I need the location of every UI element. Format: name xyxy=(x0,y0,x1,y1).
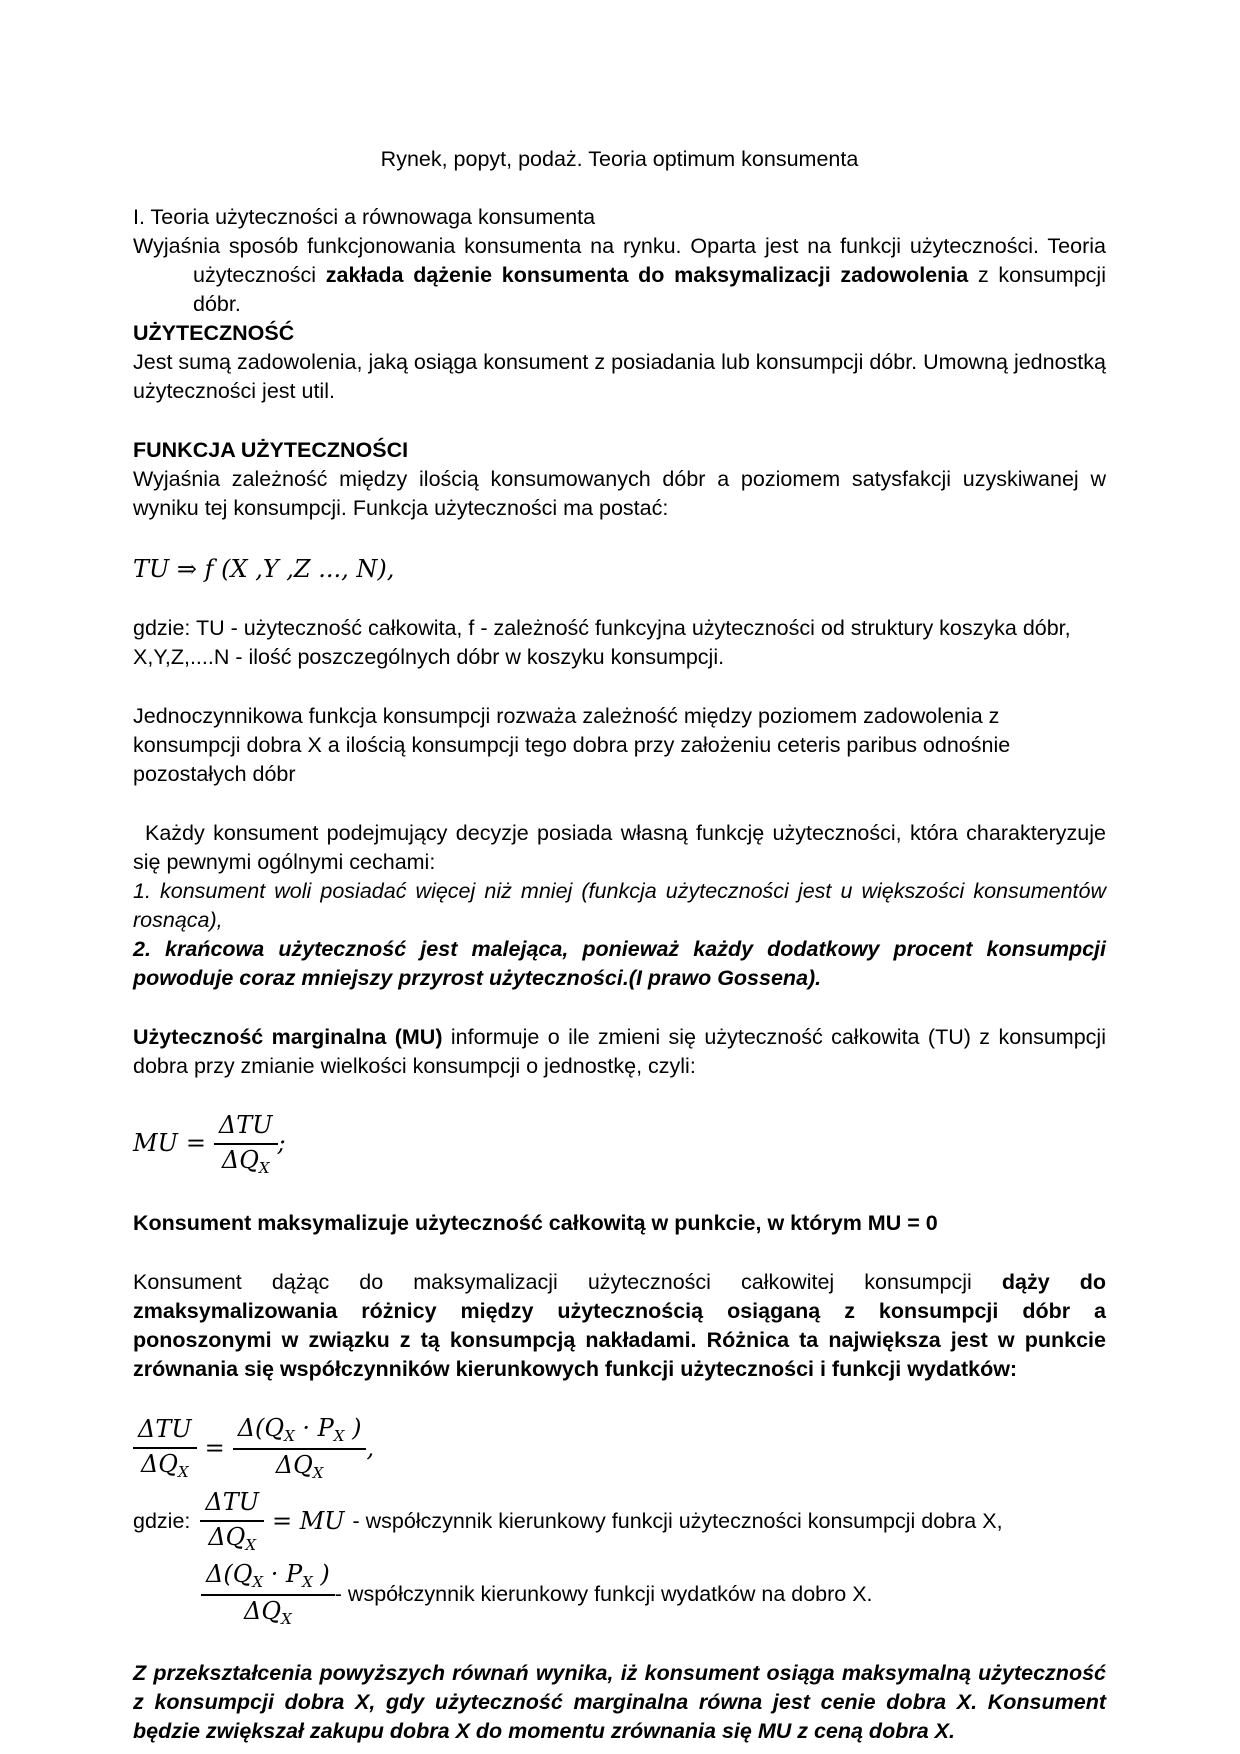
marginal-utility-paragraph xyxy=(133,1023,1106,1081)
gdzie-den-base: ΔQ xyxy=(208,1522,246,1551)
formula-main-left-denominator xyxy=(133,1449,197,1481)
wydatki-num-part1: Δ(Q xyxy=(206,1560,253,1589)
formula-mu-fraction xyxy=(214,1111,278,1177)
formula-main-equals: = xyxy=(204,1433,225,1462)
intro-text-run3: z konsumpcji dóbr. xyxy=(193,263,1106,316)
gdzie-numerator: ΔTU xyxy=(200,1488,264,1522)
utility-definition: Jest sumą zadowolenia, jaką osiąga konsument z posiadania lub konsumpcji dóbr. Umowną jednostką użyteczności jest util. xyxy=(133,350,1106,403)
formula-main-right-den-base: ΔQ xyxy=(275,1451,313,1480)
formula-mu-den-base: ΔQ xyxy=(221,1145,259,1174)
optimum-text-run1: Konsument dążąc do maksymalizacji użyteczności całkowitej konsumpcji xyxy=(133,1269,1002,1294)
slope-expenditure-description: - współczynnik kierunkowy funkcji wydatków na dobro X. xyxy=(334,1581,873,1606)
formula-main-right-numerator xyxy=(233,1414,367,1450)
utility-function-description: Wyjaśnia zależność między ilością konsumowanych dóbr a poziomem satysfakcji uzyskiwanej w wyniku tej konsumpcji. Funkcja użyteczności ma postać: xyxy=(133,467,1106,520)
formula-main-num2-part3: ) xyxy=(344,1413,362,1442)
formula-main-num2-sub2: X xyxy=(333,1426,345,1445)
wydatki-num-sub1: X xyxy=(252,1573,264,1592)
formula-mu-lhs: MU xyxy=(133,1129,178,1158)
wydatki-denominator xyxy=(201,1596,335,1628)
gdzie-den-subscript: X xyxy=(245,1535,257,1554)
intro-text-run1: Wyjaśnia sposób funkcjonowania konsumenta na rynku. Oparta jest na funkcji użyteczności. Teoria użyteczności xyxy=(133,234,1106,287)
features-lead-paragraph: Każdy konsument podejmujący decyzje posiada własną funkcję użyteczności, która charakteryzuje się pewnymi ogólnymi cechami: xyxy=(133,821,1106,874)
feature-item-1: 1. konsument woli posiadać więcej niż mniej (funkcja użyteczności jest u większości konsumentów rosnąca), xyxy=(133,879,1106,932)
optimum-paragraph xyxy=(133,1268,1106,1384)
wydatki-den-subscript: X xyxy=(281,1610,292,1629)
formula-total-utility: TU ⇒ f (X ,Y ,Z ..., N), xyxy=(133,555,395,583)
wydatki-den-base: ΔQ xyxy=(244,1597,282,1626)
formula-mu-semicolon: ; xyxy=(277,1129,286,1158)
wydatki-num-part2: · P xyxy=(263,1560,303,1589)
wydatki-numerator xyxy=(201,1560,335,1596)
formula-main-num2-sub1: X xyxy=(284,1426,295,1445)
formula-main-left-den-base: ΔQ xyxy=(140,1449,178,1478)
formula-main-comma: , xyxy=(366,1433,375,1462)
page-title: Rynek, popyt, podaż. Teoria optimum konsumenta xyxy=(380,147,859,171)
single-factor-paragraph: Jednoczynnikowa funkcja konsumpcji rozważa zależność między poziomem zadowolenia z konsumpcji dobra X a ilością konsumpcji tego dobra przy założeniu ceteris paribus odnośnie pozostałych dóbr xyxy=(133,704,1011,786)
section1-intro-paragraph xyxy=(133,232,1106,319)
marginal-utility-term-bold: Użyteczność marginalna (MU) xyxy=(133,1025,443,1049)
formula-main-num2-part2: · P xyxy=(294,1413,334,1442)
slope-utility-description: - współczynnik kierunkowy funkcji użyteczności konsumpcji dobra X, xyxy=(352,1508,1003,1533)
formula-mu-equals: = xyxy=(185,1129,206,1158)
slope-utility-definition-line xyxy=(133,1488,1106,1554)
gdzie-denominator xyxy=(200,1522,264,1554)
feature-item-2: 2. krańcowa użyteczność jest malejąca, ponieważ każdy dodatkowy procent konsumpcji powoduje coraz mniejszy przyrost użyteczności.(I prawo Gossena). xyxy=(133,937,1106,990)
formula-mu-denominator xyxy=(214,1145,278,1177)
formula-main-right-fraction xyxy=(233,1414,367,1483)
wydatki-num-sub2: X xyxy=(302,1573,313,1592)
formula-main-num2-part1: Δ(Q xyxy=(237,1413,285,1442)
wydatki-fraction xyxy=(201,1560,335,1629)
formula-main-left-numerator: ΔTU xyxy=(133,1415,197,1449)
formula-slope-equality xyxy=(133,1414,1106,1483)
marginal-utility-text: informuje o ile zmieni się użyteczność całkowita (TU) z konsumpcji dobra przy zmianie wielkości konsumpcji o jednostkę, czyli: xyxy=(133,1025,1106,1078)
formula-main-left-fraction xyxy=(133,1415,197,1481)
formula-main-left-den-subscript: X xyxy=(177,1462,189,1481)
section1-heading: I. Teoria użyteczności a równowaga konsumenta xyxy=(133,205,596,229)
intro-text-run2-bold: zakłada dążenie konsumenta do maksymalizacji zadowolenia xyxy=(325,263,969,287)
gdzie-equals-mu: = MU xyxy=(271,1506,345,1535)
utility-function-heading: FUNKCJA UŻYTECZNOŚCI xyxy=(133,438,409,462)
formula-main-right-den-subscript: X xyxy=(312,1464,324,1483)
optimum-text-run2-bold: dąży do zmaksymalizowania różnicy między użytecznością osiąganą z konsumpcji dóbr a ponoszonymi w związku z tą konsumpcją nakładami. Różnica ta największa jest w punkcie zrównania się współczynników kierunkowych funkcji użyteczności i funkcji wydatków: xyxy=(133,1269,1106,1381)
gdzie-label: gdzie: xyxy=(133,1508,191,1533)
formula-legend: gdzie: TU - użyteczność całkowita, f - zależność funkcyjna użyteczności od struktury koszyka dóbr, X,Y,Z,....N - ilość poszczególnych dóbr w koszyku konsumpcji. xyxy=(133,616,1071,669)
formula-mu-numerator: ΔTU xyxy=(214,1111,278,1145)
slope-expenditure-definition-line xyxy=(201,1560,1106,1629)
maximization-statement: Konsument maksymalizuje użyteczność całkowitą w punkcie, w którym MU = 0 xyxy=(133,1210,938,1235)
conclusion-paragraph: Z przekształcenia powyższych równań wynika, iż konsument osiąga maksymalną użyteczność z konsumpcji dobra X, gdy użyteczność marginalna równa jest cenie dobra X. Konsument będzie zwiększał zakupu dobra X do momentu zrównania się MU z ceną dobra X. xyxy=(133,1660,1106,1743)
utility-heading: UŻYTECZNOŚĆ xyxy=(133,321,295,345)
formula-mu-den-subscript: X xyxy=(258,1158,270,1177)
formula-marginal-utility xyxy=(133,1111,1106,1177)
wydatki-num-part3: ) xyxy=(312,1560,330,1589)
formula-main-right-denominator xyxy=(233,1450,367,1482)
gdzie-fraction xyxy=(200,1488,264,1554)
